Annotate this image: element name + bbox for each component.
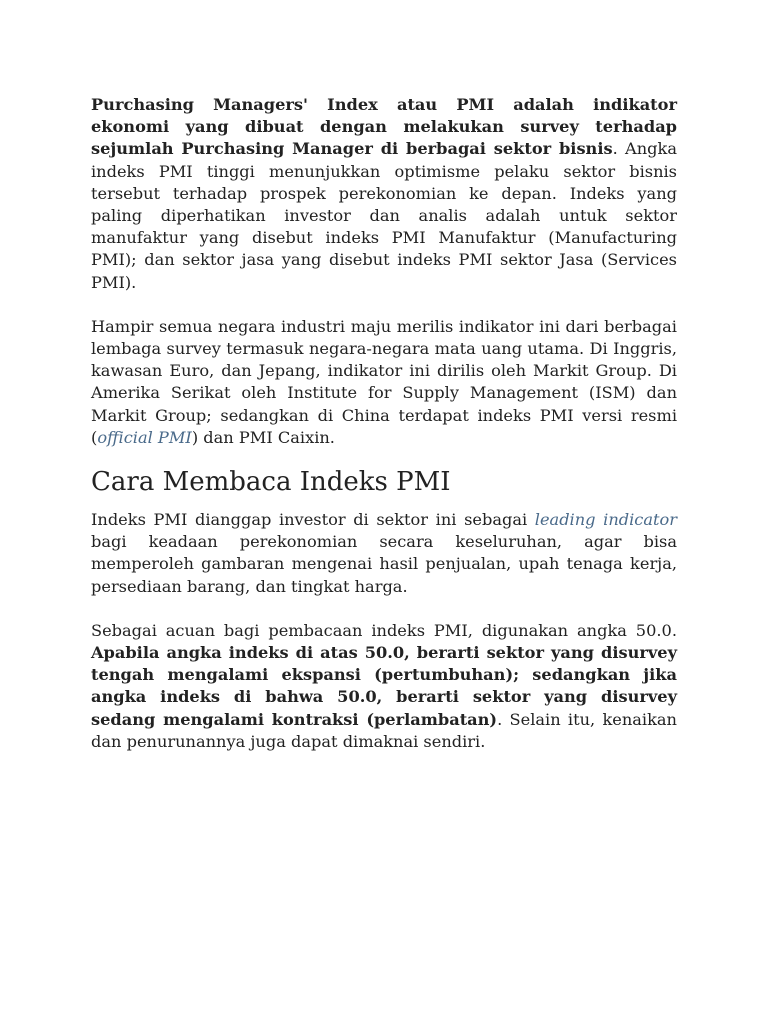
document-page: [91, 94, 677, 753]
paragraph-pmi-sources: [91, 316, 677, 449]
leading-indicator-text-end: bagi keadaan perekonomian secara keseluruhan, agar bisa memperoleh gambaran mengenai hasil penjualan, upah tenaga kerja, persediaan barang, dan tingkat harga.: [91, 532, 677, 596]
leading-indicator-emphasis: leading indicator: [534, 510, 677, 530]
pmi-sources-text: Hampir semua negara industri maju merilis indikator ini dari berbagai lembaga survey termasuk negara-negara mata uang utama. Di Inggris, kawasan Euro, dan Jepang, indikator ini dirilis oleh Markit Group. Di Amerika Serikat oleh Institute for Supply Management (ISM) dan Markit Group; sedangkan di China terdapat indeks PMI versi resmi (: [91, 316, 677, 447]
section-heading: Cara Membaca Indeks PMI: [91, 467, 451, 498]
pmi-definition-text: . Angka indeks PMI tinggi menunjukkan optimisme pelaku sektor bisnis tersebut terhadap prospek perekonomian ke depan. Indeks yang paling diperhatikan investor dan analis adalah untuk sektor manufaktur yang disebut indeks PMI Manufaktur (Manufacturing PMI); dan sektor jasa yang disebut indeks PMI sektor Jasa (Services PMI).: [91, 139, 677, 292]
official-pmi-emphasis: official PMI: [97, 427, 192, 447]
paragraph-pmi-definition: [91, 94, 677, 294]
reading-guide-bold: Apabila angka indeks di atas 50.0, berarti sektor yang disurvey tengah mengalami ekspansi (pertumbuhan); sedangkan jika angka indeks di bahwa 50.0, berarti sektor yang disurvey sedang mengalami kontraksi (perlambatan): [91, 643, 677, 729]
leading-indicator-text: Indeks PMI dianggap investor di sektor ini sebagai: [91, 510, 535, 530]
paragraph-reading-guide: [91, 620, 677, 753]
paragraph-leading-indicator: [91, 509, 677, 598]
pmi-sources-text-end: ) dan PMI Caixin.: [191, 427, 335, 447]
reading-guide-text: Sebagai acuan bagi pembacaan indeks PMI, digunakan angka 50.0.: [91, 620, 677, 640]
pmi-definition-bold: Purchasing Managers' Index atau PMI adalah indikator ekonomi yang dibuat dengan melakukan survey terhadap sejumlah Purchasing Manager di berbagai sektor bisnis: [91, 95, 677, 159]
reading-guide-text-end: . Selain itu, kenaikan dan penurunannya juga dapat dimaknai sendiri.: [91, 709, 677, 751]
